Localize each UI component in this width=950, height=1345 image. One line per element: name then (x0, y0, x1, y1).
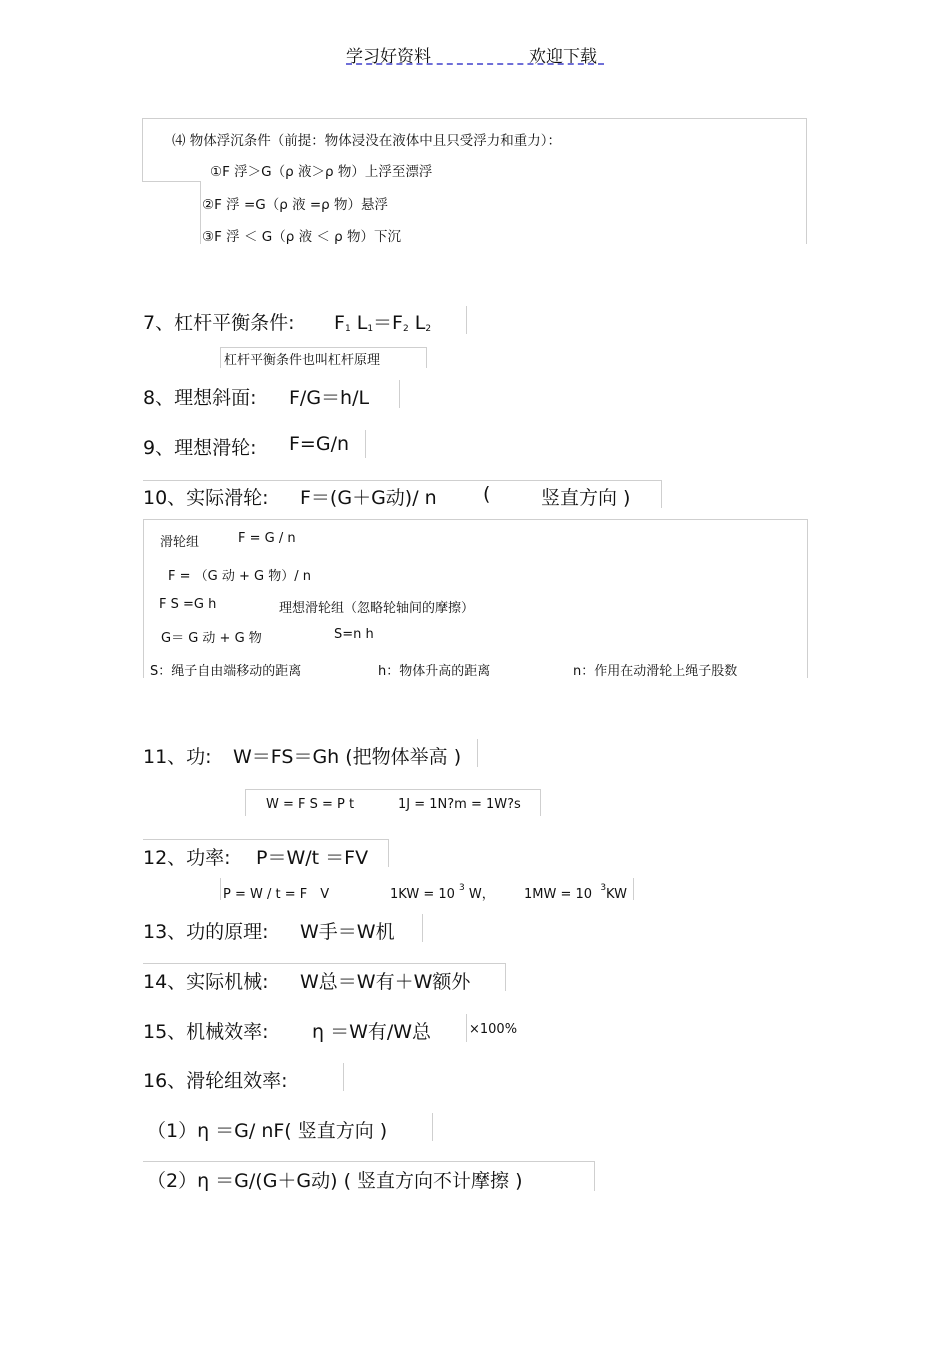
section-8-label: 8、理想斜面: (143, 387, 257, 409)
section-8-formula: F/G＝h/L (289, 387, 370, 409)
pulley-efficiency-1-divider (432, 1113, 433, 1141)
pulley-row-2-formula: F = （G 动 + G 物）/ n (168, 569, 311, 584)
buoyancy-frame-left-bottom (200, 181, 201, 244)
section-10-formula: F＝(G＋G动)/ n (300, 487, 437, 509)
buoyancy-condition-3: ③F 浮 ＜ G（ρ 液 ＜ ρ 物）下沉 (202, 229, 402, 245)
section-13-divider (422, 914, 423, 942)
header-right-text: 欢迎下载 (529, 47, 597, 67)
section-15-label: 15、机械效率: (143, 1021, 269, 1043)
section-10-direction: 竖直方向 ) (541, 487, 631, 509)
section-7-label: 7、杠杆平衡条件: (143, 312, 295, 334)
pulley-row-5-h: h：物体升高的距离 (378, 664, 491, 679)
section-15-percent: ×100% (469, 1022, 518, 1037)
pulley-row-5-s: S：绳子自由端移动的距离 (150, 664, 302, 679)
buoyancy-condition-1: ①F 浮＞G（ρ 液＞ρ 物）上浮至漂浮 (210, 164, 433, 180)
section-10-paren: ( (483, 483, 491, 505)
pulley-row-4-formula: G＝ G 动 + G 物 (161, 631, 262, 646)
work-note-2: 1J = 1N?m = 1W?s (398, 797, 521, 812)
section-15-divider (466, 1014, 467, 1042)
work-note-1: W = F S = P t (266, 797, 355, 812)
buoyancy-frame-left-top (142, 118, 143, 181)
header-underline (346, 63, 604, 65)
section-13-formula: W手＝W机 (300, 921, 395, 943)
pulley-row-5-n: n：作用在动滑轮上绳子股数 (573, 664, 738, 679)
section-9-divider (365, 430, 366, 458)
section-10-label: 10、实际滑轮: (143, 487, 269, 509)
pulley-row-1-label: 滑轮组 (160, 535, 200, 550)
section-7-divider (466, 306, 467, 334)
lever-formula: $F_1$ $L_1=F_2$ $L_2$ (334, 312, 432, 334)
section-8-divider (399, 380, 400, 408)
pulley-efficiency-2: （2）η ＝G/(G＋G动) ( 竖直方向不计摩擦 ) (147, 1170, 523, 1192)
pulley-row-3-note: 理想滑轮组（忽略轮轴间的摩擦） (279, 601, 475, 616)
buoyancy-condition-2: ②F 浮 =G（ρ 液 =ρ 物）悬浮 (202, 197, 389, 213)
section-15-formula: η ＝W有/W总 (312, 1021, 432, 1043)
pulley-row-3-formula: F S =G h (159, 597, 217, 612)
section-14-formula: W总＝W有＋W额外 (300, 971, 471, 993)
buoyancy-frame-step (142, 181, 200, 182)
section-16-divider (343, 1063, 344, 1091)
section-12-label: 12、功率: (143, 847, 231, 869)
lever-note: 杠杆平衡条件也叫杠杆原理 (224, 353, 381, 368)
section-13-label: 13、功的原理: (143, 921, 269, 943)
power-note-1: P = W / t = F V (223, 887, 330, 902)
pulley-efficiency-1: （1）η ＝G/ nF( 竖直方向 ) (147, 1120, 388, 1142)
header-left-text: 学习好资料 (346, 47, 431, 67)
power-note-3: 1MW = 10 $^3$KW (524, 883, 627, 902)
power-note-2: 1KW = 10 $^3$ W， (390, 883, 495, 902)
buoyancy-title: ⑷ 物体浮沉条件（前提：物体浸没在液体中且只受浮力和重力）： (172, 133, 562, 149)
pulley-row-1-formula: F = G / n (238, 531, 296, 546)
section-12-formula: P＝W/t ＝FV (256, 847, 369, 869)
section-9-formula: F=G/n (289, 433, 350, 455)
pulley-row-4-distance: S=n h (334, 627, 374, 642)
section-16-label: 16、滑轮组效率: (143, 1070, 288, 1092)
section-9-label: 9、理想滑轮: (143, 437, 257, 459)
section-11-formula: W＝FS＝Gh (把物体举高 ) (233, 746, 462, 768)
section-11-divider (477, 739, 478, 767)
section-14-label: 14、实际机械: (143, 971, 269, 993)
section-11-label: 11、功: (143, 746, 212, 768)
